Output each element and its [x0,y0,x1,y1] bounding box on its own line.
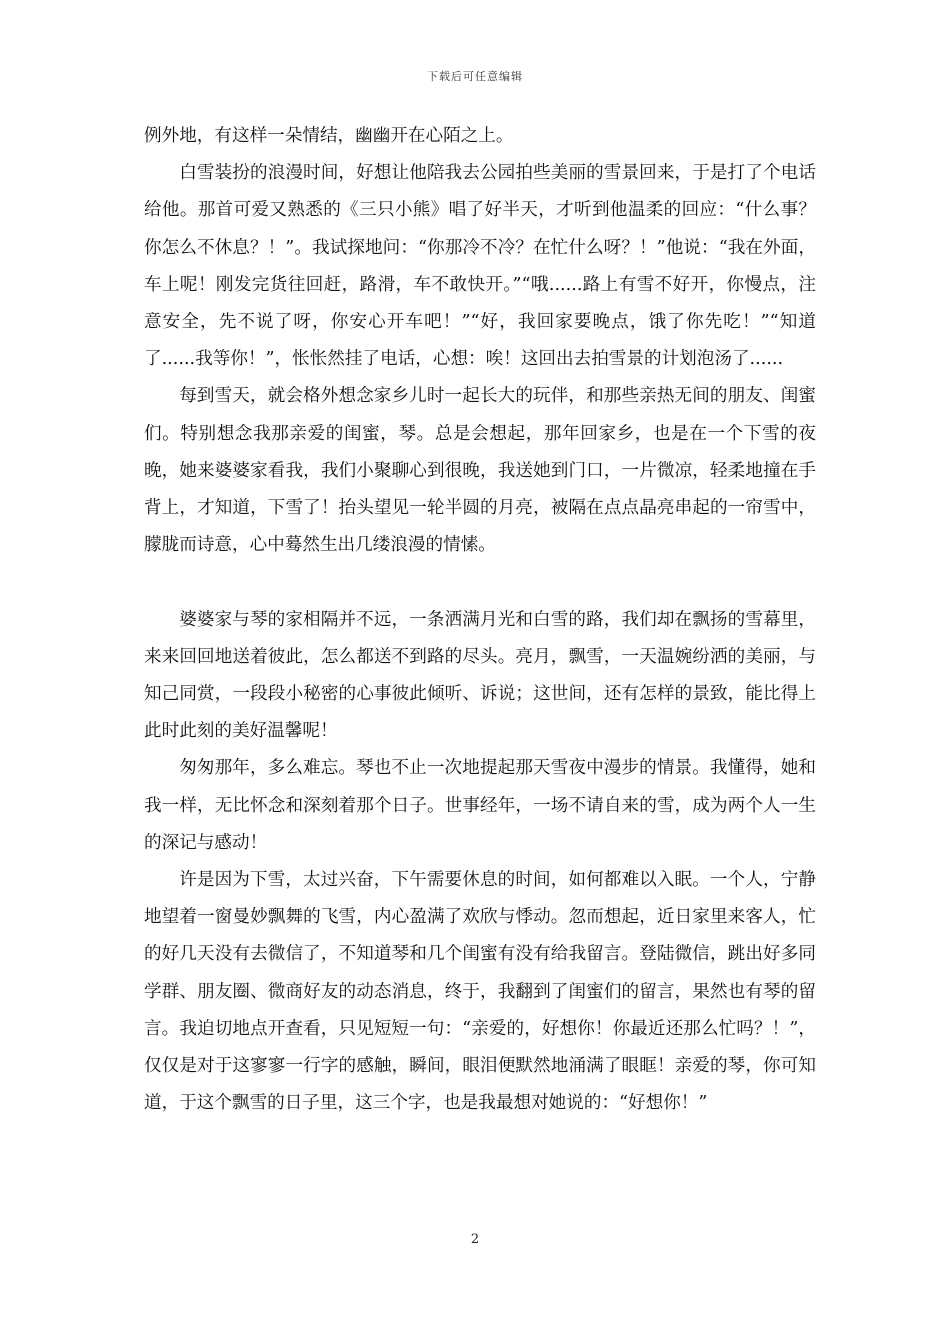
paragraph-1: 例外地，有这样一朵情结，幽幽开在心陌之上。 [144,126,514,146]
document-body [144,118,816,1122]
paragraph-4: 婆婆家与琴的家相隔并不远，一条洒满月光和白雪的路，我们却在飘扬的雪幕里，来来回回地送着彼此，怎么都送不到路的尽头。亮月，飘雪，一天温婉纷洒的美丽，与知己同赏，一段段小秘密的心事彼此倾听、诉说；这世间，还有怎样的景致，能比得上此时此刻的美好温馨呢！ [144,609,816,742]
paragraph-2: 白雪装扮的浪漫时间，好想让他陪我去公园拍些美丽的雪景回来，于是打了个电话给他。那首可爱又熟悉的《三只小熊》唱了好半天，才听到他温柔的回应：“什么事？你怎么不休息？！”。我试探地问：“你那冷不冷？在忙什么呀？！”他说：“我在外面，车上呢！刚发完货往回赶，路滑，车不敢快开。”“哦......路上有雪不好开，你慢点，注意安全，先不说了呀，你安心开车吧！”“好，我回家要晚点，饿了你先吃！”“知道了......我等你！”，怅怅然挂了电话，心想：唉！这回出去拍雪景的计划泡汤了...... [144,163,816,370]
paragraph-3: 每到雪天，就会格外想念家乡儿时一起长大的玩伴，和那些亲热无间的朋友、闺蜜们。特别想念我那亲爱的闺蜜，琴。总是会想起，那年回家乡，也是在一个下雪的夜晚，她来婆婆家看我，我们小聚聊心到很晚，我送她到门口，一片微凉，轻柔地撞在手背上，才知道，下雪了！抬头望见一轮半圆的月亮，被隔在点点晶亮串起的一帘雪中，朦胧而诗意，心中蓦然生出几缕浪漫的情愫。 [144,386,816,556]
paragraph-5: 匆匆那年，多么难忘。琴也不止一次地提起那天雪夜中漫步的情景。我懂得，她和我一样，无比怀念和深刻着那个日子。世事经年，一场不请自来的雪，成为两个人一生的深记与感动！ [144,758,816,853]
page-header: 下载后可任意编辑 [427,70,523,83]
paragraph-6: 许是因为下雪，太过兴奋，下午需要休息的时间，如何都难以入眠。一个人，宁静地望着一窗曼妙飘舞的飞雪，内心盈满了欢欣与悸动。忽而想起，近日家里来客人，忙的好几天没有去微信了，不知道琴和几个闺蜜有没有给我留言。登陆微信，跳出好多同学群、朋友圈、微商好友的动态消息，终于，我翻到了闺蜜们的留言，果然也有琴的留言。我迫切地点开查看，只见短短一句：“亲爱的，好想你！你最近还那么忙吗？！”，仅仅是对于这寥寥一行字的感触，瞬间，眼泪便默然地涌满了眼眶！亲爱的琴，你可知道，于这个飘雪的日子里，这三个字，也是我最想对她说的：“好想你！” [144,870,816,1114]
page-number: 2 [470,1232,480,1247]
